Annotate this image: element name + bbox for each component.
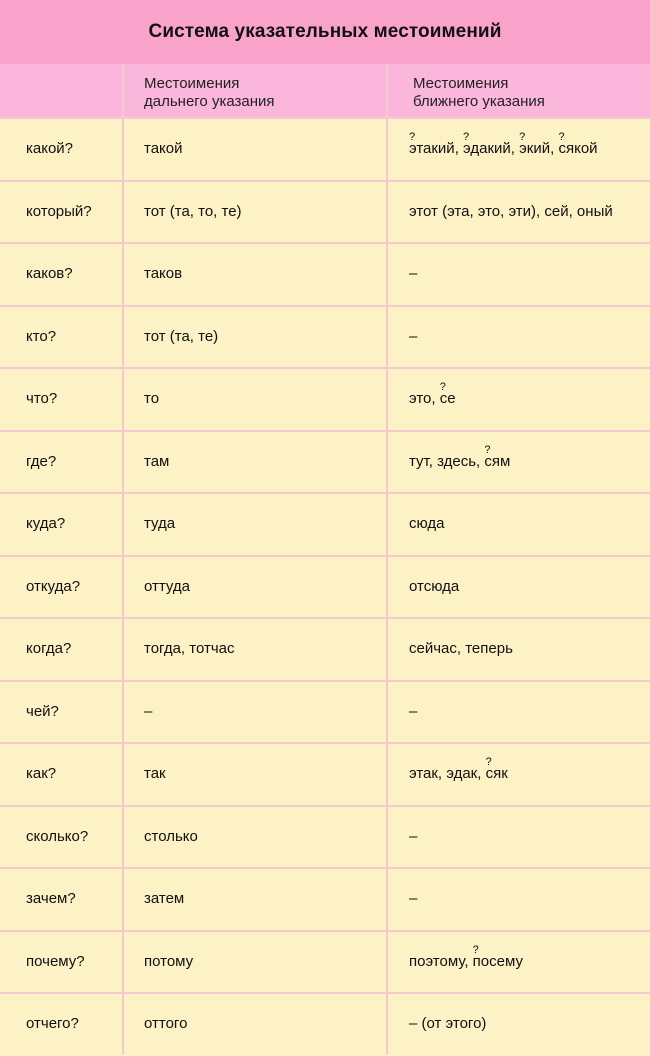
table-row — [0, 806, 650, 869]
far-pronoun-cell: потому — [144, 952, 194, 970]
table-row — [0, 243, 650, 306]
header-far-pronouns: Местоимения дальнего указания — [144, 75, 275, 110]
far-pronoun-cell: такой — [144, 140, 183, 157]
table-row — [0, 118, 650, 181]
near-pronoun-cell: – — [409, 827, 418, 845]
near-pronoun-cell: тут, здесь, ? сям — [409, 453, 510, 471]
question-cell: куда? — [26, 515, 66, 532]
near-pronoun-cell: отсюда — [409, 577, 460, 595]
near-pronoun-cell: – — [409, 890, 418, 907]
question-cell: как? — [26, 765, 57, 782]
far-pronoun-cell: то — [144, 390, 160, 407]
near-pronoun-cell: этак, эдак, ? сяк — [409, 765, 508, 783]
question-cell: чей? — [26, 702, 59, 720]
table-row — [0, 618, 650, 681]
near-pronoun-cell: – — [409, 327, 418, 345]
far-pronoun-cell: тот (та, те) — [144, 327, 219, 345]
question-cell: когда? — [26, 640, 72, 657]
far-pronoun-cell: туда — [144, 515, 176, 532]
marked-word: ? эдакий — [463, 140, 511, 158]
marked-word: ? сякой — [558, 140, 597, 158]
marked-word: ? этакий — [409, 140, 455, 158]
table-row — [0, 493, 650, 556]
marked-word: ? се — [440, 390, 456, 408]
table-row — [0, 556, 650, 619]
question-cell: сколько? — [26, 827, 89, 845]
table-row — [0, 431, 650, 494]
table-row — [0, 743, 650, 806]
far-pronoun-cell: там — [144, 452, 170, 470]
marked-word: ? сяк — [486, 765, 508, 783]
near-pronoun-cell: поэтому, ? посему — [409, 953, 523, 971]
column-divider-1 — [122, 64, 124, 1055]
question-cell: каков? — [26, 265, 73, 282]
far-pronoun-cell: тогда, тотчас — [144, 640, 235, 657]
near-pronoun-cell: это, ? се — [409, 390, 456, 408]
title-bar — [0, 0, 650, 64]
far-pronoun-cell: так — [144, 765, 166, 782]
table-row — [0, 868, 650, 931]
header-near-pronouns: Местоимения ближнего указания — [413, 75, 545, 110]
table-row — [0, 181, 650, 244]
marked-word: ? сям — [484, 453, 510, 471]
near-pronoun-cell: – (от этого) — [409, 1015, 487, 1032]
pronoun-table — [0, 64, 650, 1055]
far-pronoun-cell: таков — [144, 265, 183, 282]
question-cell: откуда? — [26, 577, 81, 595]
marked-word: ? посему — [473, 953, 523, 971]
table-title: Система указательных местоимений — [148, 21, 502, 42]
near-pronoun-cell: ? этакий, ? эдакий, ? экий, ? сякой — [409, 140, 598, 158]
table-row — [0, 993, 650, 1056]
question-cell: почему? — [26, 952, 85, 970]
near-pronoun-cell: – — [409, 265, 418, 282]
far-pronoun-cell: затем — [144, 890, 185, 907]
near-pronoun-cell: – — [409, 702, 418, 720]
far-pronoun-cell: тот (та, то, те) — [144, 202, 242, 220]
table-row — [0, 931, 650, 994]
column-divider-2 — [386, 64, 388, 1055]
marked-word: ? экий — [519, 140, 550, 158]
table-row — [0, 306, 650, 369]
table-row — [0, 681, 650, 744]
question-cell: зачем? — [26, 890, 76, 907]
far-pronoun-cell: столько — [144, 827, 198, 845]
question-cell: кто? — [26, 327, 57, 345]
table-header-row — [0, 64, 650, 118]
question-cell: отчего? — [26, 1015, 79, 1032]
table-row — [0, 368, 650, 431]
question-cell: который? — [26, 202, 92, 220]
far-pronoun-cell: оттого — [144, 1015, 188, 1032]
question-cell: где? — [26, 452, 57, 470]
question-cell: что? — [26, 390, 58, 407]
near-pronoun-cell: сюда — [409, 515, 445, 532]
question-cell: какой? — [26, 140, 74, 157]
near-pronoun-cell: сейчас, теперь — [409, 640, 513, 657]
near-pronoun-cell: этот (эта, это, эти), сей, оный — [409, 202, 613, 220]
far-pronoun-cell: оттуда — [144, 577, 191, 595]
far-pronoun-cell: – — [144, 702, 153, 720]
